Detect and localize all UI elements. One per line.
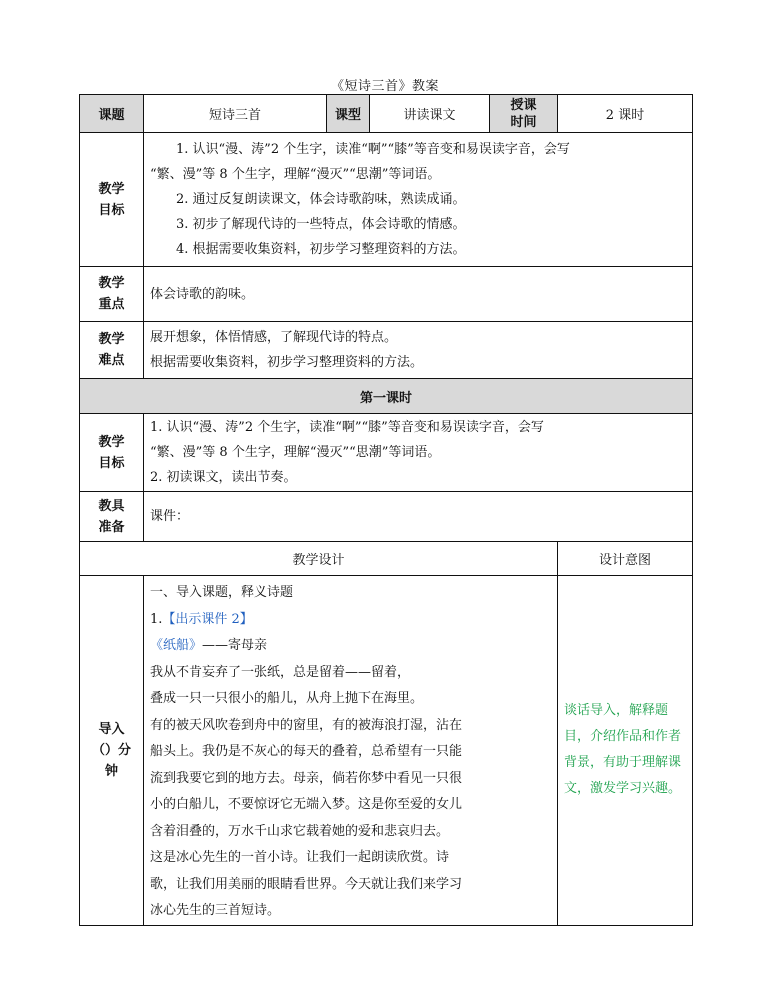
difficulties-content [144,322,693,379]
lesson1-title: 第一课时 [80,379,693,414]
key-points-content [144,267,693,322]
show-slide-link[interactable]: 【出示课件 2】 [162,611,253,627]
intro-label-line-3: 钟 [104,763,118,779]
intro-heading: 一、导入课题，释义诗题 [150,585,294,600]
lesson1-goal-line: “繁、漫”等 8 个生字，理解“漫灭”“思潮”等词语。 [150,445,441,460]
lesson1-goals-label-line-1: 教学 [98,434,125,450]
intro-label [80,576,144,926]
intro-label-line-2: （）分 [91,742,131,758]
difficulties-label-line-2: 难点 [98,353,125,368]
goals-row [80,133,693,267]
intent-line: 文，激发学习兴趣。 [564,781,682,797]
topic-label: 课题 [80,95,144,133]
tools-content [144,492,693,542]
goal-line: “繁、漫”等 8 个生字，理解“漫灭”“思潮”等词语。 [150,167,441,182]
goals-label-line-2: 目标 [98,202,125,218]
document-title: 《短诗三首》教案 [330,79,439,94]
design-header-row [80,542,693,576]
intro-line: 叠成一只一只很小的船儿，从舟上抛下在海里。 [150,691,424,706]
difficulties-row [80,322,693,379]
tools-label-line-2: 准备 [98,519,125,535]
intro-step-number: 1. [150,611,163,627]
goal-line: 3. 初步了解现代诗的一些特点，体会诗歌的情感。 [176,217,466,232]
goal-line: 4. 根据需要收集资料，初步学习整理资料的方法。 [176,242,466,257]
hours-label [490,95,558,133]
lesson1-goals-content [144,414,693,492]
key-points-label-line-2: 重点 [98,297,125,312]
lesson1-goals-row [80,414,693,492]
hours-label-line-1: 授课 [510,97,537,113]
difficulty-line: 展开想象，体悟情感，了解现代诗的特点。 [150,330,398,345]
poem-dedication: ——寄母亲 [202,638,268,653]
intro-intent [558,576,693,926]
intro-line: 流到我要它到的地方去。母亲，倘若你梦中看见一只很 [150,770,463,786]
lesson1-title-row [80,379,693,414]
key-points-row [80,267,693,322]
poem-title-line [150,633,551,660]
goals-content [144,133,693,267]
tools-label [80,492,144,542]
tools-row [80,492,693,542]
intro-row [80,576,693,926]
intro-line: 歌，让我们用美丽的眼睛看世界。今天就让我们来学习 [150,876,463,892]
intro-label-line-1: 导入 [98,721,125,737]
key-points-label [80,267,144,322]
intent-line: 谈话导入，解释题 [564,703,669,719]
intro-step [150,607,551,634]
lesson1-goal-line: 2. 初读课文，读出节奏。 [150,470,297,485]
poem-title: 《纸船》 [150,638,203,653]
key-points-text: 体会诗歌的韵味。 [150,286,255,302]
difficulties-label [80,322,144,379]
type-value: 讲读课文 [370,95,490,133]
difficulty-line: 根据需要收集资料，初步学习整理资料的方法。 [150,355,424,370]
lesson1-goals-label [80,414,144,492]
type-label: 课型 [327,95,370,133]
goal-line: 2. 通过反复朗读课文，体会诗歌韵味，熟读成诵。 [176,192,466,207]
goals-label [80,133,144,267]
lesson-plan-table [79,94,693,926]
tools-label-line-1: 教具 [98,498,125,514]
intro-line: 有的被天风吹卷到舟中的窗里，有的被海浪打湿，沾在 [150,717,463,733]
goal-line: 1. 认识“漫、涛”2 个生字，读准“啊”“膝”等音变和易误读字音，会写 [176,142,570,157]
lesson1-goals-label-line-2: 目标 [98,455,125,471]
intro-content [144,576,558,926]
intro-line: 含着泪叠的，万水千山求它载着她的爱和悲哀归去。 [150,823,450,839]
intro-line: 冰心先生的三首短诗。 [150,903,281,918]
topic-value: 短诗三首 [144,95,327,133]
tools-text: 课件： [150,509,190,524]
design-header-right: 设计意图 [558,542,693,576]
difficulties-label-line-1: 教学 [98,332,125,347]
lesson1-goal-line: 1. 认识“漫、涛”2 个生字，读准“啊”“膝”等音变和易误读字音，会写 [150,420,544,435]
goals-label-line-1: 教学 [98,181,125,197]
key-points-label-line-1: 教学 [98,276,125,291]
intro-line: 这是冰心先生的一首小诗。让我们一起朗读欣赏。诗 [150,850,450,865]
intent-line: 背景，有助于理解课 [564,755,682,771]
design-header-left: 教学设计 [80,542,558,576]
intro-line: 船头上。我仍是不灰心的每天的叠着，总希望有一只能 [150,744,463,759]
header-row [80,95,693,133]
intro-line: 小的白船儿，不要惊讶它无端入梦。这是你至爱的女儿 [150,797,463,812]
intent-line: 目，介绍作品和作者 [564,729,682,745]
intro-line: 我从不肯妄弃了一张纸，总是留着——留着， [150,664,411,680]
hours-label-line-2: 时间 [510,114,537,130]
hours-value: 2 课时 [558,95,693,133]
